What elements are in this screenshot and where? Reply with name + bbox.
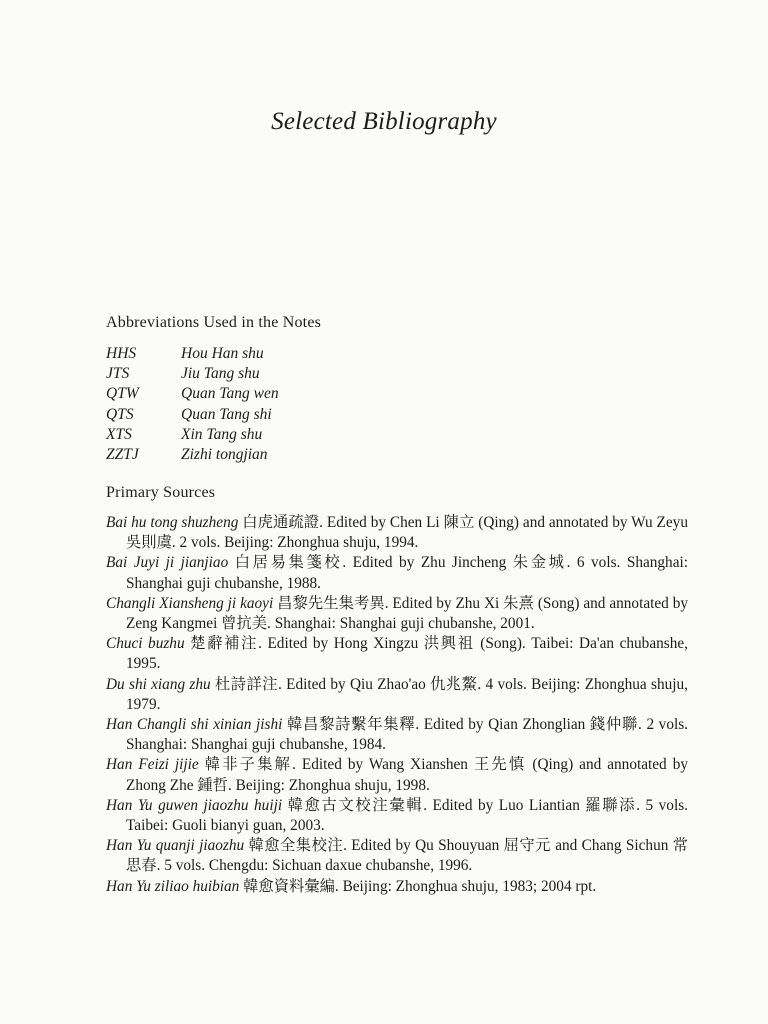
- bibliography-entry-title: Chuci buzhu: [106, 635, 185, 653]
- bibliography-entry-details: 白居易集箋校. Edited by Zhu Jincheng 朱金城. 6 vols. Shanghai: Shanghai guji chubanshe, 1988.: [126, 554, 688, 592]
- bibliography-entry: [106, 755, 688, 795]
- bibliography-entry: [106, 594, 688, 634]
- bibliography-entry: [106, 513, 688, 553]
- primary-sources-list: [106, 513, 688, 897]
- abbreviation-code: QTS: [106, 405, 134, 423]
- bibliography-entry: [106, 675, 688, 715]
- bibliography-entry-details: 韓昌黎詩繫年集釋. Edited by Qian Zhonglian 錢仲聯. 2 vols. Shanghai: Shanghai guji chubanshe, 1984.: [126, 716, 688, 754]
- abbreviation-row: [106, 446, 279, 466]
- bibliography-entry-details: 韓非子集解. Edited by Wang Xianshen 王先慎 (Qing) and annotated by Zhong Zhe 鍾哲. Beijing: Zhonghua shuju, 1998.: [126, 756, 689, 794]
- bibliography-entry: [106, 634, 688, 674]
- abbreviation-full: Quan Tang shi: [181, 405, 272, 423]
- bibliography-entry-title: Han Yu guwen jiaozhu huiji: [106, 796, 283, 814]
- bibliography-entry-title: Changli Xiansheng ji kaoyi: [106, 594, 274, 612]
- bibliography-entry: [106, 877, 688, 897]
- bibliography-entry-title: Bai hu tong shuzheng: [106, 514, 239, 531]
- bibliography-entry: [106, 836, 688, 876]
- abbreviation-code: XTS: [106, 425, 132, 443]
- bibliography-entry-title: Han Changli shi xinian jishi: [106, 716, 283, 734]
- abbreviation-row: [106, 385, 279, 405]
- abbreviation-code: QTW: [106, 385, 139, 403]
- bibliography-entry-title: Han Feizi jijie: [106, 756, 199, 774]
- abbreviation-full: Hou Han shu: [181, 345, 264, 362]
- bibliography-entry-title: Han Yu ziliao huibian: [106, 877, 240, 895]
- bibliography-entry: [106, 796, 688, 836]
- bibliography-entry-details: 韓愈全集校注. Edited by Qu Shouyuan 屈守元 and Chang Sichun 常思春. 5 vols. Chengdu: Sichuan daxue chubanshe, 1996.: [126, 837, 688, 875]
- abbreviation-row: [106, 365, 279, 385]
- abbreviation-full: Xin Tang shu: [181, 425, 263, 443]
- abbreviation-full: Quan Tang wen: [181, 385, 279, 403]
- abbreviation-code: HHS: [106, 345, 137, 362]
- abbreviation-row: [106, 345, 279, 365]
- abbreviation-row: [106, 426, 279, 446]
- bibliography-entry-details: 韓愈古文校注彙輯. Edited by Luo Liantian 羅聯添. 5 vols. Taibei: Guoli bianyi guan, 2003.: [126, 796, 688, 835]
- abbreviations-heading: Abbreviations Used in the Notes: [106, 314, 322, 331]
- abbreviation-full: Jiu Tang shu: [181, 365, 260, 383]
- bibliography-entry-details: 楚辭補注. Edited by Hong Xingzu 洪興祖 (Song). Taibei: Da'an chubanshe, 1995.: [126, 635, 688, 673]
- bibliography-entry: [106, 553, 688, 593]
- abbreviation-full: Zizhi tongjian: [181, 445, 268, 463]
- abbreviation-code: JTS: [106, 365, 130, 383]
- bibliography-entry-title: Han Yu quanji jiaozhu: [106, 837, 245, 855]
- bibliography-entry-title: Du shi xiang zhu: [106, 675, 211, 693]
- abbreviation-row: [106, 406, 279, 426]
- bibliography-entry-details: 白虎通疏證. Edited by Chen Li 陳立 (Qing) and annotated by Wu Zeyu 吳則虞. 2 vols. Beijing: Zhonghua shuju, 1994.: [126, 514, 688, 552]
- bibliography-entry-details: 韓愈資料彙編. Beijing: Zhonghua shuju, 1983; 2004 rpt.: [239, 877, 597, 895]
- bibliography-entry: [106, 715, 688, 755]
- bibliography-entry-details: 昌黎先生集考異. Edited by Zhu Xi 朱熹 (Song) and annotated by Zeng Kangmei 曾抗美. Shanghai: Shanghai guji chubanshe, 2001.: [126, 594, 688, 633]
- abbreviations-table: [106, 345, 279, 466]
- bibliography-entry-title: Bai Juyi ji jianjiao: [106, 554, 229, 572]
- abbreviation-code: ZZTJ: [106, 445, 139, 463]
- bibliography-entry-details: 杜詩詳注. Edited by Qiu Zhao'ao 仇兆鰲. 4 vols. Beijing: Zhonghua shuju, 1979.: [126, 675, 688, 713]
- page-title: Selected Bibliography: [271, 108, 497, 135]
- primary-sources-heading: Primary Sources: [106, 484, 216, 501]
